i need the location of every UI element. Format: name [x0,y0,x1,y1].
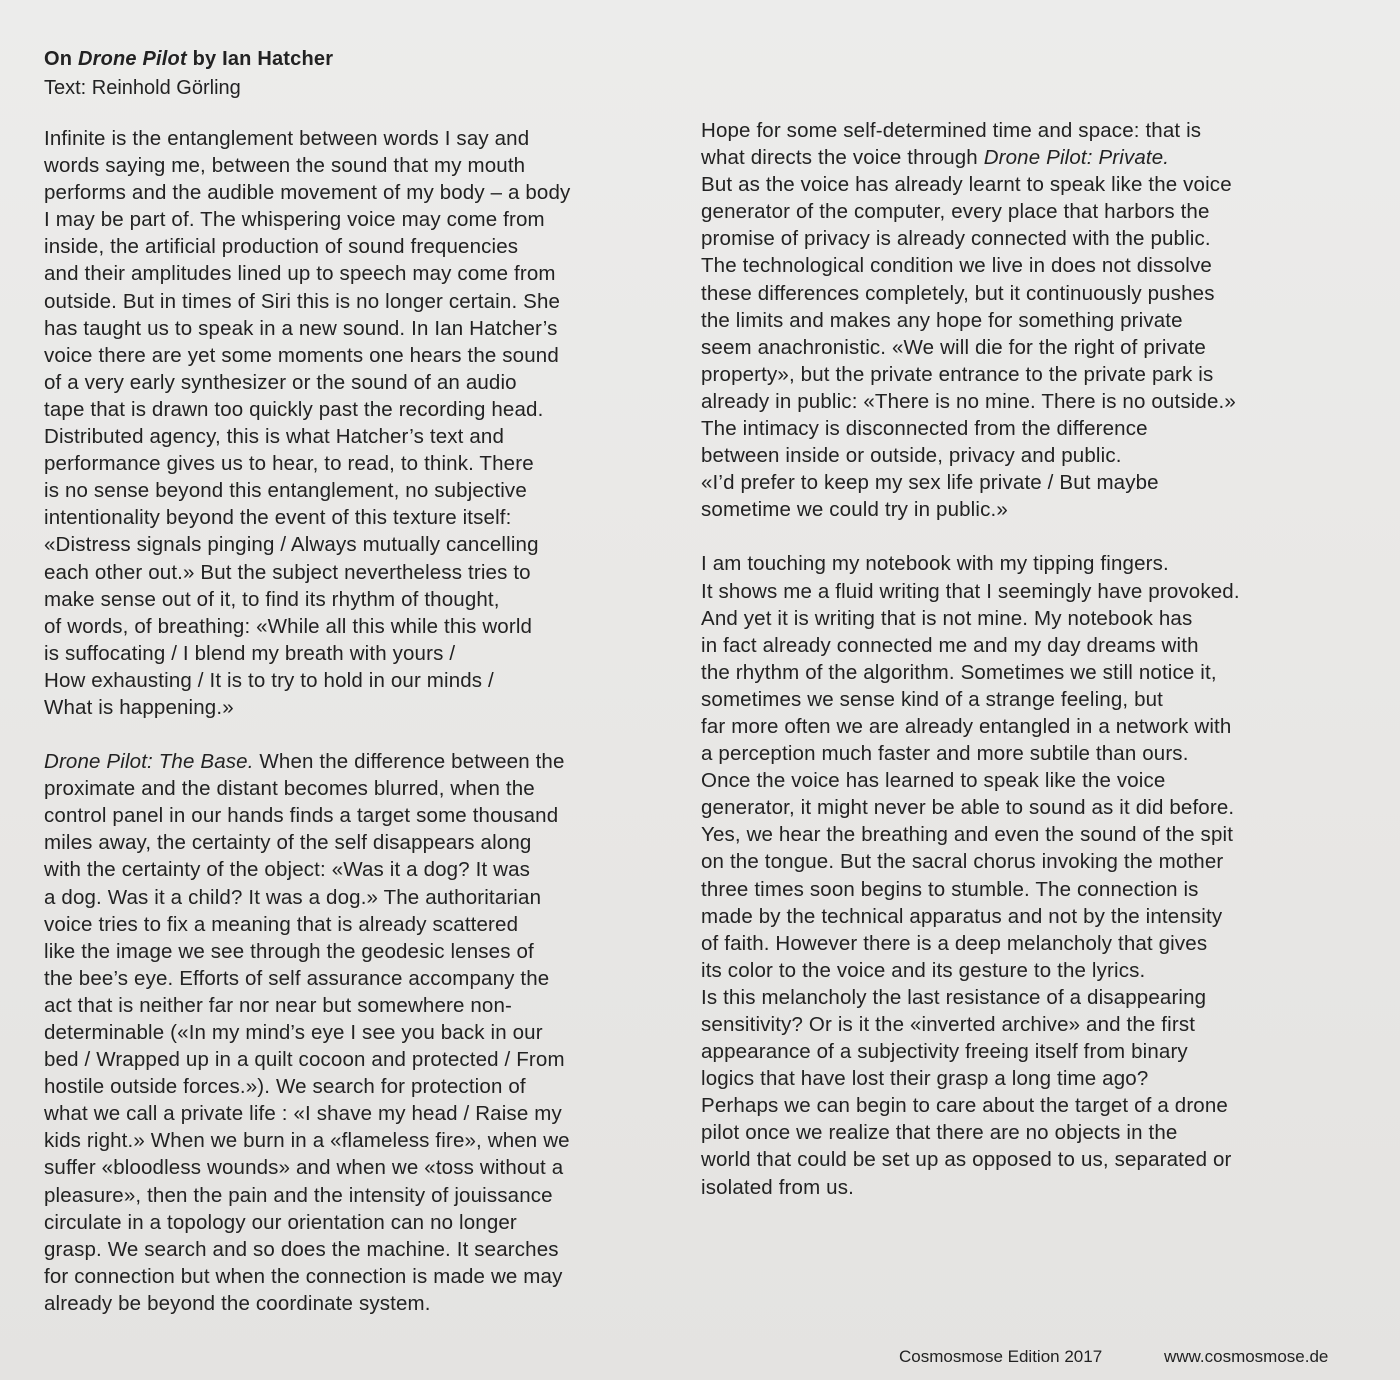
text-line: determinable («In my mind’s eye I see you back in our [44,1021,543,1044]
left-column [44,125,684,1317]
text-line: make sense out of it, to find its rhythm of thought, [44,587,500,611]
text-line: voice there are yet some moments one hears the sound [44,343,559,367]
left-paragraph-1 [44,125,684,721]
text-line: I am touching my notebook with my tipping fingers. [701,552,1169,576]
text-line: hostile outside forces.»). We search for protection of [44,1075,526,1099]
text-line: logics that have lost their grasp a long time ago? [701,1067,1149,1091]
text-line: of a very early synthesizer or the sound of an audio [44,370,517,394]
page-subtitle: Text: Reinhold Görling [44,77,241,99]
text-line: It shows me a fluid writing that I seemingly have provoked. [701,579,1240,603]
text-line: grasp. We search and so does the machine. It searches [44,1237,559,1261]
left-paragraph-2-first-line [44,748,684,775]
text-line: three times soon begins to stumble. The connection is [701,877,1199,901]
text-line: isolated from us. [701,1175,854,1199]
text-line: appearance of a subjectivity freeing itself from binary [701,1040,1188,1064]
text-line: with the certainty of the object: «Was it a dog? It was [44,858,531,882]
text-line: act that is neither far nor near but somewhere non- [44,993,513,1017]
text-line: «Distress signals pinging / Always mutually cancelling [44,533,539,557]
text-line: performs and the audible movement of my body – a body [44,181,571,205]
right-paragraph-1-line-1: Hope for some self-determined time and space: that is [701,119,1202,142]
text-line: pleasure», then the pain and the intensity of jouissance [44,1183,553,1207]
text-line: promise of privacy is already connected with the public. [701,227,1211,251]
text-line: circulate in a topology our orientation can no longer [44,1210,517,1234]
left-paragraph-2-body [44,775,684,1317]
text-line: for connection but when the connection is made we may [44,1264,563,1288]
text-line: already be beyond the coordinate system. [44,1291,431,1315]
text-line: proximate and the distant becomes blurred, when the [44,777,535,801]
work-title-private: Drone Pilot: Private. [983,146,1170,170]
text-line: suffer «bloodless wounds» and when we «toss without a [44,1156,564,1180]
text-line: on the tongue. But the sacral chorus invoking the mother [701,850,1224,874]
text-line: But as the voice has already learnt to speak like the voice [701,173,1232,197]
text-line: Once the voice has learned to speak like the voice [701,769,1166,793]
title-prefix: On [44,48,78,70]
paragraph-gap [701,523,1361,550]
text-line: «I’d prefer to keep my sex life private / But maybe [701,471,1159,495]
text-line: is no sense beyond this entanglement, no subjective [44,479,527,503]
text-line: outside. But in times of Siri this is no longer certain. She [44,289,561,313]
text-line: sensitivity? Or is it the «inverted archive» and the first [701,1013,1196,1036]
text-line: And yet it is writing that is not mine. My notebook has [701,606,1193,630]
text-line: sometime we could try in public.» [701,498,1008,522]
text-line: Yes, we hear the breathing and even the sound of the spit [701,823,1234,847]
footer-website: www.cosmosmose.de [1164,1347,1329,1366]
text-line: What is happening.» [44,695,234,719]
text-line: a dog. Was it a child? It was a dog.» The authoritarian [44,885,542,909]
text-line: between inside or outside, privacy and public. [701,444,1122,468]
text-line: the limits and makes any hope for something private [701,308,1183,332]
right-paragraph-1-line-2 [701,144,1361,171]
text-line: Is this melancholy the last resistance of a disappearing [701,985,1207,1009]
text-line: of faith. However there is a deep melancholy that gives [701,931,1208,955]
text-line: inside, the artificial production of sound frequencies [44,235,519,259]
text-line: miles away, the certainty of the self disappears along [44,831,532,855]
right-paragraph-1 [701,117,1361,523]
text-line: the bee’s eye. Efforts of self assurance accompany the [44,966,550,990]
text-line: I may be part of. The whispering voice may come from [44,208,545,232]
text-line: has taught us to speak in a new sound. In Ian Hatcher’s [44,316,558,340]
text-line: Infinite is the entanglement between words I say and [44,127,530,150]
text-line: generator, it might never be able to sound as it did before. [701,796,1235,820]
text-line: Perhaps we can begin to care about the target of a drone [701,1094,1228,1118]
text-line: each other out.» But the subject nevertheless tries to [44,560,531,584]
text-line: voice tries to fix a meaning that is already scattered [44,912,519,936]
text-line: sometimes we sense kind of a strange feeling, but [701,687,1164,711]
text-line: these differences completely, but it continuously pushes [701,281,1215,305]
text-line: control panel in our hands finds a target some thousand [44,804,559,828]
text-line: already in public: «There is no mine. There is no outside.» [701,389,1236,413]
title-suffix: by Ian Hatcher [186,48,334,70]
text-line: and their amplitudes lined up to speech may come from [44,262,556,286]
text-line: bed / Wrapped up in a quilt cocoon and protected / From [44,1048,565,1072]
text-line: Distributed agency, this is what Hatcher’s text and [44,425,505,449]
text-line: How exhausting / It is to try to hold in our minds / [44,668,494,692]
text-fragment: what directs the voice through [701,146,984,170]
text-line: kids right.» When we burn in a «flameless fire», when we [44,1129,570,1153]
text-line: a perception much faster and more subtile than ours. [701,742,1189,766]
text-line: pilot once we realize that there are no objects in the [701,1121,1178,1145]
text-line: seem anachronistic. «We will die for the right of private [701,335,1206,359]
text-line: intentionality beyond the event of this texture itself: [44,506,512,530]
text-line: is suffocating / I blend my breath with yours / [44,641,456,665]
text-line: the rhythm of the algorithm. Sometimes we still notice it, [701,660,1217,684]
text-line: world that could be set up as opposed to us, separated or [701,1148,1232,1172]
text-line: tape that is drawn too quickly past the recording head. [44,397,544,421]
text-line: generator of the computer, every place that harbors the [701,200,1210,224]
text-line: like the image we see through the geodesic lenses of [44,939,534,963]
text-line: The technological condition we live in does not dissolve [701,254,1212,278]
paragraph-gap [44,721,684,748]
text-line: of words, of breathing: «While all this while this world [44,614,533,638]
title-work: Drone Pilot [77,48,187,70]
text-line: made by the technical apparatus and not by the intensity [701,904,1223,928]
text-line: performance gives us to hear, to read, to think. There [44,452,534,476]
right-paragraph-1-body [701,171,1361,523]
text-line: far more often we are already entangled in a network with [701,714,1232,738]
left-paragraph-2 [44,748,684,1317]
text-line: property», but the private entrance to the private park is [701,362,1214,386]
right-column [701,117,1361,1201]
right-paragraph-2 [701,550,1361,1200]
page-title [44,48,333,71]
text-fragment: When the difference between the [253,750,565,774]
text-line: in fact already connected me and my day dreams with [701,633,1199,657]
work-title-the-base: Drone Pilot: The Base. [44,750,254,774]
footer-edition: Cosmosmose Edition 2017 [899,1347,1103,1366]
text-line: what we call a private life : «I shave my head / Raise my [44,1102,562,1126]
text-line: The intimacy is disconnected from the difference [701,417,1148,441]
text-line: its color to the voice and its gesture to the lyrics. [701,958,1146,982]
text-line: words saying me, between the sound that my mouth [44,154,526,178]
